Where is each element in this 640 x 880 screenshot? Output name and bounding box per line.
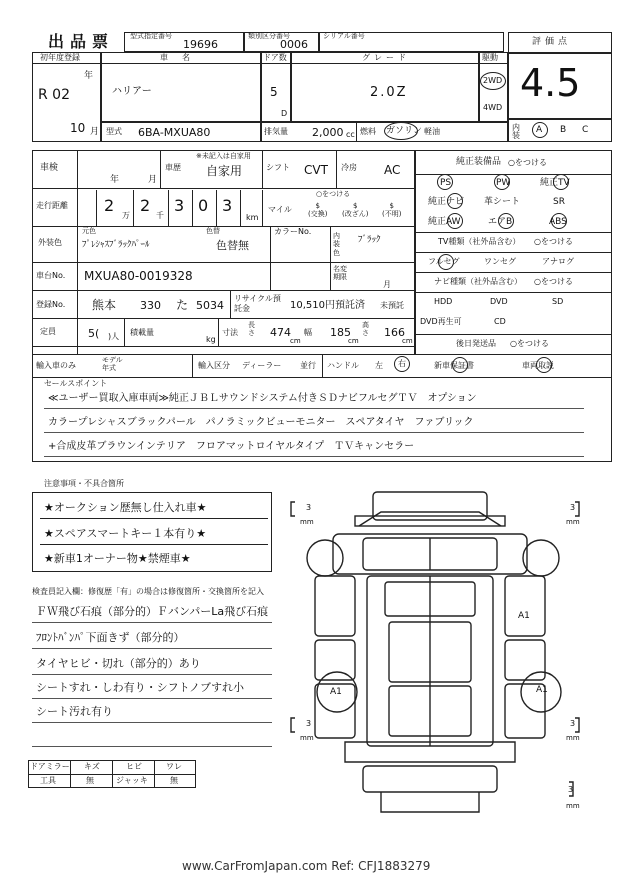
inspector-item-3: タイヤヒビ・切れ（部分的）あり [36, 657, 201, 670]
inspector-item-5: シート汚れ有り [36, 705, 113, 718]
size-label: 寸法 [222, 328, 238, 337]
reg-kana: た [176, 298, 189, 312]
import-dealer: ディーラー [242, 361, 282, 370]
history-note: ※未記入は自家用 [196, 152, 251, 160]
import-cat-label: 輸入区分 [198, 361, 230, 370]
tread-rr: 3 [570, 719, 576, 728]
tread-rl-unit: mm [300, 734, 314, 742]
header-id-box [124, 32, 504, 52]
nav-sd: SD [552, 297, 564, 306]
inspector-item-4: シートすれ・しわ有り・シフトノブすれ小 [36, 681, 245, 694]
mileage-km: km [246, 213, 259, 222]
tools-h-mirror: ドアミラー [30, 762, 70, 771]
color-label: 外装色 [38, 238, 62, 247]
first-reg-label: 初年度登録 [40, 53, 80, 62]
mileage-label: 走行距離 [36, 201, 68, 210]
doors-d: D [281, 109, 288, 118]
mileage-digit-4: 0 [198, 196, 209, 215]
equip-pw: PW [496, 178, 511, 188]
score-value: 4.5 [520, 61, 581, 105]
fuel-value: ガソリン [386, 126, 423, 136]
import-label: 輸入車のみ [36, 361, 76, 370]
tools-h-break: ワレ [166, 762, 182, 771]
year-mark: 年 [84, 71, 94, 81]
equip-sr: SR [553, 197, 565, 207]
grade-value: 2.0Z [370, 85, 408, 100]
nav-note: ○をつける [534, 277, 573, 286]
inspection-label: 車検 [40, 163, 59, 173]
inspector-item-1: ＦＷ飛び石痕（部分的）ＦバンパーLa飛び石痕 [36, 605, 269, 618]
tv-oneseg: ワンセグ [484, 257, 516, 266]
handle-right: 右 [398, 359, 406, 368]
later-manual: 車両取説 [522, 361, 554, 370]
ac-value: AC [384, 163, 401, 177]
notes-label: 注意事項・不具合箇所 [44, 479, 124, 488]
equip-aw: 純正AW [428, 217, 461, 227]
chassis-value: MXUA80-0019328 [84, 269, 193, 283]
tools-v-none2: 無 [170, 776, 178, 785]
inspector-item-2: ﾌﾛﾝﾄﾊﾞﾝﾊﾟ下面きず（部分的） [36, 631, 185, 644]
reg-class: 330 [140, 299, 161, 312]
car-name-label: 車 名 [160, 53, 193, 62]
ac-label: 冷房 [341, 163, 357, 172]
width-label: 幅 [304, 328, 312, 337]
month-mark: 月 [90, 127, 100, 137]
interior-grade-c: C [582, 125, 589, 135]
sales-line-1: ≪ユーザー買取入庫車両≫純正ＪＢＬサウンドシステム付きＳＤナビフルセグＴＶ オプション [48, 393, 477, 404]
capacity-label: 定員 [40, 327, 56, 336]
color-name: ﾌﾟﾚｼｬｽﾌﾞﾗｯｸﾊﾟｰﾙ [82, 240, 150, 250]
nav-title: ナビ種類（社外品含む） [434, 277, 522, 286]
odo-unknown: $ (不明) [382, 202, 402, 219]
tv-fullseg: フルセグ [428, 257, 460, 266]
disp-unit: cc [346, 130, 355, 139]
width-value: 185 [330, 326, 351, 339]
length-unit: cm [290, 337, 301, 345]
disp-label: 排気量 [264, 127, 288, 136]
capacity-value: 5( [88, 327, 100, 340]
color-no-label: カラーNo. [274, 227, 312, 236]
mileage-digit-2: 2 [140, 196, 151, 215]
equip-ps: PS [440, 178, 452, 188]
length-value: 474 [270, 326, 291, 339]
tread-fr-unit: mm [566, 518, 580, 526]
tread-spare: 3 [568, 785, 574, 794]
width-unit: cm [348, 337, 359, 345]
interior-grade-b: B [560, 125, 567, 135]
nav-dvd: DVD [490, 297, 508, 306]
later-title: 後日発送品 [456, 339, 496, 348]
serial-label: シリアル番号 [323, 32, 365, 40]
equip-airbag: エアB [488, 217, 513, 227]
height-unit: cm [402, 337, 413, 345]
reg-place: 熊本 [92, 298, 117, 312]
load-label: 積載量 [130, 328, 154, 337]
inspection-month: 月 [148, 175, 158, 185]
handle-left: 左 [375, 361, 383, 370]
chassis-label: 車台No. [36, 271, 66, 280]
inspection-year: 年 [110, 175, 120, 185]
note-item-2: ★スペアスマートキー１本有り★ [44, 527, 207, 540]
doors-label: ドア数 [263, 53, 287, 62]
tv-analog: アナログ [542, 257, 574, 266]
tv-title: TV種類（社外品含む） [438, 237, 521, 246]
tools-v-jack: ジャッキ [116, 776, 148, 785]
category-value: 0006 [280, 38, 308, 51]
category-label: 類別区分番号 [248, 32, 290, 40]
first-reg-month: 10 [70, 121, 86, 135]
tools-v-none1: 無 [86, 776, 94, 785]
note-item-3: ★新車1オーナー物★禁煙車★ [44, 552, 191, 565]
tools-h-scratch: キズ [84, 762, 100, 771]
watermark: www.CarFromJapan.com Ref: CFJ1883279 [182, 859, 431, 873]
score-label: 評価点 [532, 37, 572, 47]
sales-label: セールスポイント [44, 379, 108, 388]
equip-abs: ABS [549, 217, 567, 227]
mileage-digit-1: 2 [104, 196, 115, 215]
model-label: 型式 [106, 127, 122, 136]
damage-a1-right: A1 [536, 685, 548, 695]
color-change-value: 色替無 [216, 239, 249, 252]
model-year-label: モデル年式 [102, 356, 123, 373]
nav-dvd-play: DVD再生可 [420, 317, 462, 326]
mileage-unit-sen: 千 [156, 211, 164, 220]
equip-tv: 純正TV [540, 178, 570, 188]
name-change-month: 月 [383, 280, 391, 289]
sales-line-3: +合成皮革ブラウンインテリア フロアマットロイヤルタイプ ＴＶキャンセラー [48, 441, 415, 452]
damage-a1-left: A1 [330, 687, 342, 697]
fuel-label: 燃料 [360, 127, 376, 136]
odo-circle-note: ○をつける [316, 190, 351, 198]
tools-v-tools: 工具 [40, 776, 56, 785]
car-damage-diagram [285, 472, 605, 822]
reg-label: 登録No. [36, 300, 66, 309]
history-label: 車歴 [165, 163, 181, 172]
tools-h-crack: ヒビ [126, 762, 142, 771]
doors-value: 5 [270, 85, 278, 99]
color-change-label: 色替 [206, 227, 220, 235]
mileage-digit-5: 3 [222, 196, 233, 215]
name-change-label: 名変期限 [333, 265, 347, 282]
interior-grade-a: A [536, 125, 543, 135]
equipment-title: 純正装備品 [456, 157, 502, 167]
car-name: ハリアー [112, 86, 152, 97]
import-parallel: 並行 [300, 361, 316, 370]
odo-swap: $ (交換) [308, 202, 328, 219]
interior-label: 内装 [512, 123, 520, 140]
interior-color-label: 内装色 [333, 232, 340, 257]
recycle-value: 10,510円預託済 [290, 300, 365, 311]
load-unit: kg [206, 335, 216, 344]
later-note: ○をつける [510, 339, 549, 348]
tread-fl-unit: mm [300, 518, 314, 526]
interior-color-value: ﾌﾞﾗｯｸ [358, 235, 381, 245]
disp-value: 2,000 [312, 126, 344, 139]
model-value: 6BA-MXUA80 [138, 126, 211, 139]
equipment-note: ○をつける [508, 158, 547, 167]
drive-2wd: 2WD [483, 76, 503, 85]
tv-note: ○をつける [534, 237, 573, 246]
reg-number: 5034 [196, 299, 224, 312]
nav-hdd: HDD [434, 297, 453, 306]
shift-label: シフト [266, 163, 290, 172]
length-label: 長さ [248, 321, 255, 337]
height-value: 166 [384, 326, 405, 339]
mile-label: マイル [268, 205, 292, 214]
drive-4wd: 4WD [483, 103, 503, 112]
height-label: 高さ [362, 321, 369, 337]
note-item-1: ★オークション歴無し仕入れ車★ [44, 501, 207, 514]
inspector-label: 検査員記入欄：修復歴「有」の場合は修復箇所・交換箇所を記入 [32, 587, 264, 596]
drive-label: 駆動 [482, 53, 498, 62]
recycle-status: 未預託 [380, 301, 404, 310]
damage-a1-roof: A1 [518, 611, 530, 621]
sales-line-2: カラープレシャスブラックパール パノラミックビューモニター スペアタイヤ ファブリック [48, 417, 474, 428]
shift-value: CVT [304, 163, 328, 177]
capacity-unit: )人 [108, 332, 120, 341]
grade-label: グレード [362, 53, 410, 62]
equip-leather: 革シート [484, 197, 521, 207]
odo-tamper: $ (改ざん) [342, 202, 369, 219]
tread-spare-unit: mm [566, 802, 580, 810]
equip-navi: 純正ナビ [428, 197, 465, 207]
type-no-value: 19696 [183, 38, 218, 51]
oil-label: 軽油 [424, 127, 440, 136]
tread-fr: 3 [570, 503, 576, 512]
tread-rl: 3 [306, 719, 312, 728]
history-value: 自家用 [206, 164, 243, 178]
handle-label: ハンドル [327, 361, 359, 370]
tread-rr-unit: mm [566, 734, 580, 742]
mileage-digit-3: 3 [174, 196, 185, 215]
later-warranty: 新車保証書 [434, 361, 474, 370]
recycle-label: リサイクル預託金 [234, 294, 281, 313]
first-reg-year: R 02 [38, 87, 70, 103]
nav-cd: CD [494, 317, 506, 326]
type-no-label: 型式指定番号 [130, 32, 172, 40]
mileage-unit-man: 万 [122, 211, 130, 220]
sheet-title: 出品票 [48, 32, 115, 51]
tread-fl: 3 [306, 503, 312, 512]
orig-color-label: 元色 [82, 227, 96, 235]
